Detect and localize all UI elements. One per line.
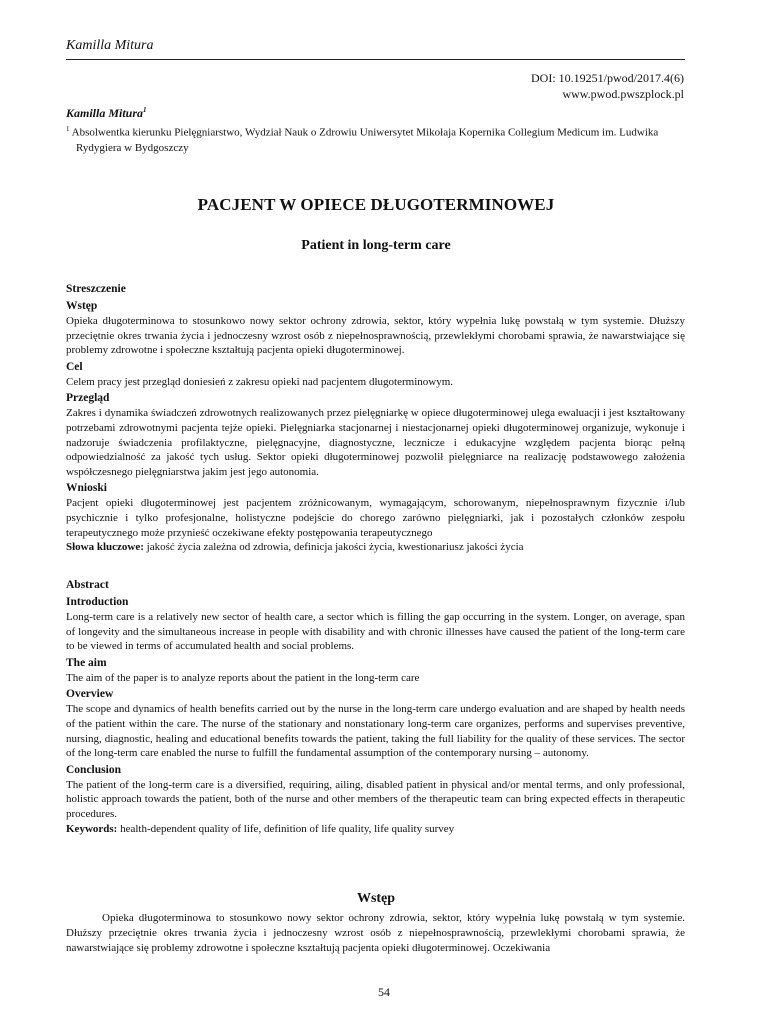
keywords-text: health-dependent quality of life, definition of life quality, life quality survey <box>117 822 455 835</box>
przeglad-text: Zakres i dynamika świadczeń zdrowotnych realizowanych przez pielęgniarkę w opiece długoterminowej ulega ewaluacji i jest kształtowany potrzebami zdrowotnymi pacjenta tejże opieki. Pielęgniarka stacjonarnej i niestacjonarnej opieki długoterminowej organizuje, wykonuje i nadzoruje świadczenia profilaktyczne, pielęgnacyjne, diagnostyczne, lecznicze i edukacyjne względem pacjenta biorąc pełną odpowiedzialność za jakość tych usług. Sektor opieki długoterminowej pozwolił pielęgniarce na realizację podstawowego założenia współczesnego pielęgniarstwa jakim jest jego autonomia. <box>66 407 685 478</box>
doi: DOI: 10.19251/pwod/2017.4(6) <box>531 71 684 85</box>
paper-title-polish: PACJENT W OPIECE DŁUGOTERMINOWEJ <box>197 195 555 214</box>
author-affiliation <box>66 122 686 156</box>
cel-heading: Cel <box>66 360 83 373</box>
author-sup: 1 <box>143 106 147 114</box>
author-name-text: Kamilla Mitura <box>66 106 144 120</box>
slowa-kluczowe <box>66 540 685 555</box>
wnioski-heading: Wnioski <box>66 482 107 495</box>
header-rule <box>66 59 685 60</box>
streszczenie-section <box>66 282 685 555</box>
slowa-kluczowe-text: jakość życia zależna od zdrowia, definicja jakości życia, kwestionariusz jakości życia <box>143 541 524 554</box>
affiliation-sup: 1 <box>66 125 70 133</box>
keywords <box>66 822 685 837</box>
section-paragraph: Opieka długoterminowa to stosunkowo nowy sektor ochrony zdrowia, sektor, który wypełnia lukę powstałą w tym systemie. Dłuższy przeciętnie okres trwania życia i jednoczesny wzrost osób z niepełnosprawnością, przewlekłymi chorobami sprawia, że nawarstwiające się problemy zdrowotne i społeczne kształtują pacjenta opieki długoterminowej. Oczekiwania <box>66 912 685 954</box>
paper-title-english: Patient in long-term care <box>301 238 451 253</box>
slowa-kluczowe-label: Słowa kluczowe: <box>66 541 144 554</box>
cel-text: Celem pracy jest przegląd doniesień z zakresu opieki nad pacjentem długoterminowym. <box>66 375 454 388</box>
przeglad-heading: Przegląd <box>66 392 110 405</box>
section-body <box>66 911 685 956</box>
running-header-author: Kamilla Mitura <box>66 38 154 53</box>
abstract-section <box>66 578 685 836</box>
wnioski-text: Pacjent opieki długoterminowej jest pacjentem zróżnicowanym, wymagającym, schorowanym, niepełnosprawnym fizycznie i/lub psychicznie i tylko profesjonalne, holistyczne podejście do chorego zarówno pielęgniarki, jak i pozostałych członków zespołu terapeutycznego może przynieść oczekiwane efekty postępowania terapeutycznego <box>66 497 685 539</box>
introduction-text: Long-term care is a relatively new sector of health care, a sector which is filling the gap occurring in the system. Longer, on average, span of longevity and the simultaneous increase in people with disability and with chronic illnesses have caused the patient of the long-term care to be viewed in terms of accumulated health and social problems. <box>66 611 685 653</box>
abstract-heading: Abstract <box>66 579 109 591</box>
section-title-wstep: Wstęp <box>356 891 396 906</box>
wstep-text: Opieka długoterminowa to stosunkowo nowy sektor ochrony zdrowia, sektor, który wypełnia lukę powstałą w tym systemie. Dłuższy przeciętnie okres trwania życia i jednoczesny wzrost osób z niepełnosprawnością, przewlekłymi chorobami sprawia, że nawarstwiające się problemy zdrowotne i społeczne kształtują pacjenta opieki długoterminowej. <box>66 315 685 357</box>
conclusion-heading: Conclusion <box>66 763 121 776</box>
aim-text: The aim of the paper is to analyze reports about the patient in the long-term care <box>66 671 420 684</box>
streszczenie-heading: Streszczenie <box>66 283 126 295</box>
introduction-heading: Introduction <box>66 596 129 608</box>
affiliation-line-1: Absolwentka kierunku Pielęgniarstwo, Wydział Nauk o Zdrowiu Uniwersytet Mikołaja Kopernika Collegium Medicum im. Ludwika <box>71 126 659 139</box>
page-number: 54 <box>378 985 390 999</box>
wstep-heading: Wstęp <box>66 300 98 312</box>
overview-text: The scope and dynamics of health benefits carried out by the nurse in the long-term care undergo evaluation and are shaped by health needs of the patient within the care. The nurse of the stationary and nonstationary long-term care organizes, performs and supervises preventive, nursing, diagnostic, healing and educational benefits towards the patient, taking the full liability for the quality of these services. The sector of the long-term care enabled the nurse to fulfill the fundamental assumption of the contemporary nursing – autonomy. <box>66 703 685 760</box>
journal-url: www.pwod.pwszplock.pl <box>562 87 684 101</box>
aim-heading: The aim <box>66 656 107 669</box>
keywords-label: Keywords: <box>66 822 118 835</box>
overview-heading: Overview <box>66 688 114 701</box>
affiliation-line-2: Rydygiera w Bydgoszczy <box>76 141 189 154</box>
article-meta <box>531 70 684 102</box>
conclusion-text: The patient of the long-term care is a diversified, requiring, ailing, disabled patient in physical and/or mental terms, and only professional, holistic approach towards the patient, both of the nurse and other members of the therapeutic team can bring expected effects in therapeutic procedures. <box>66 778 685 820</box>
author-name <box>66 106 147 121</box>
